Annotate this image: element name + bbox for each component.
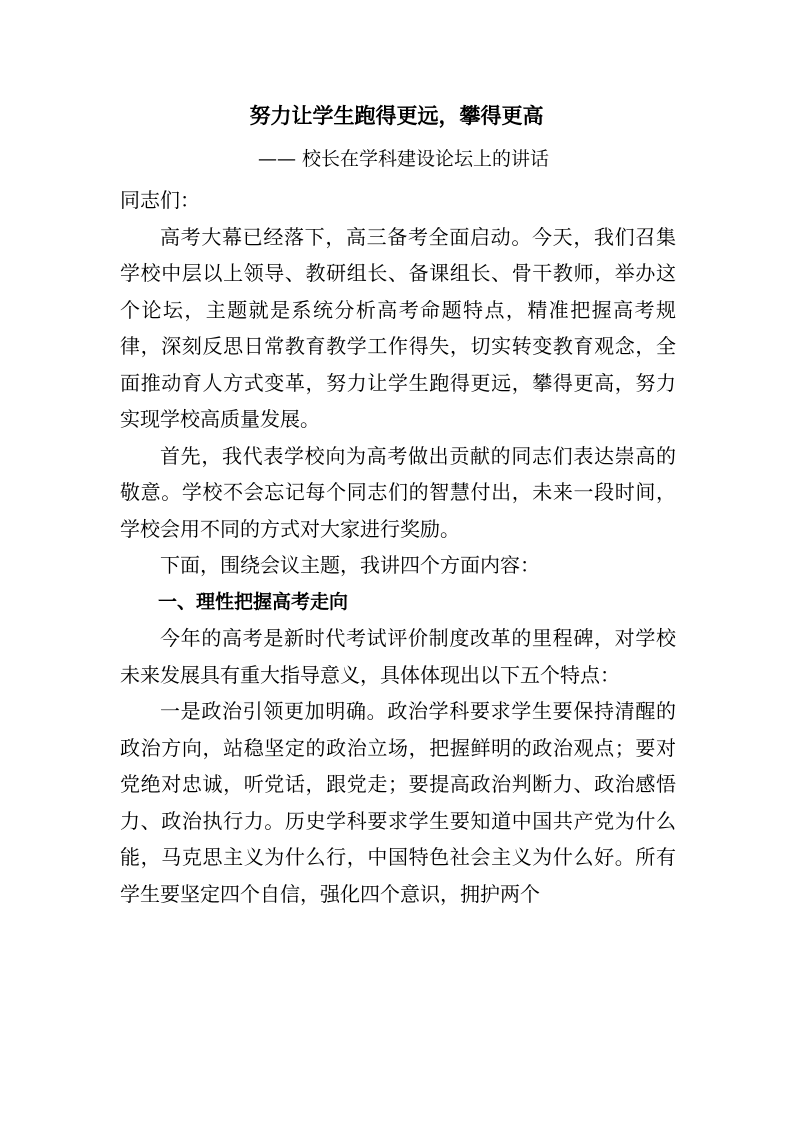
document-body xyxy=(120,182,676,912)
paragraph-outline: 下面，围绕会议主题，我讲四个方面内容： xyxy=(160,553,540,577)
section-heading: 一、理性把握高考走向 xyxy=(158,590,349,613)
paragraph-gratitude: 首先，我代表学校向为高考做出贡献的同志们表达崇高的敬意。学校不会忘记每个同志们的智慧付出，未来一段时间，学校会用不同的方式对大家进行奖励。 xyxy=(120,443,676,541)
paragraph-intro: 高考大幕已经落下，高三备考全面启动。今天，我们召集学校中层以上领导、教研组长、备课组长、骨干教师，举办这个论坛，主题就是系统分析高考命题特点，精准把握高考规律，深刻反思日常教育教学工作得失，切实转变教育观念，全面推动育人方式变革，努力让学生跑得更远，攀得更高，努力实现学校高质量发展。 xyxy=(120,224,676,431)
salutation: 同志们： xyxy=(120,188,200,212)
document-title: 努力让学生跑得更远，攀得更高 xyxy=(249,104,544,128)
paragraph-characteristics: 今年的高考是新时代考试评价制度改革的里程碑，对学校未来发展具有重大指导意义，具体体现出以下五个特点： xyxy=(120,626,676,687)
document-subtitle: —— 校长在学科建设论坛上的讲话 xyxy=(258,148,550,170)
paragraph-political-guidance: 一是政治引领更加明确。政治学科要求学生要保持清醒的政治方向，站稳坚定的政治立场，把握鲜明的政治观点；要对党绝对忠诚，听党话，跟党走；要提高政治判断力、政治感悟力、政治执行力。历史学科要求学生要知道中国共产党为什么能，马克思主义为什么行，中国特色社会主义为什么好。所有学生要坚定四个自信，强化四个意识，拥护两个 xyxy=(120,699,676,906)
